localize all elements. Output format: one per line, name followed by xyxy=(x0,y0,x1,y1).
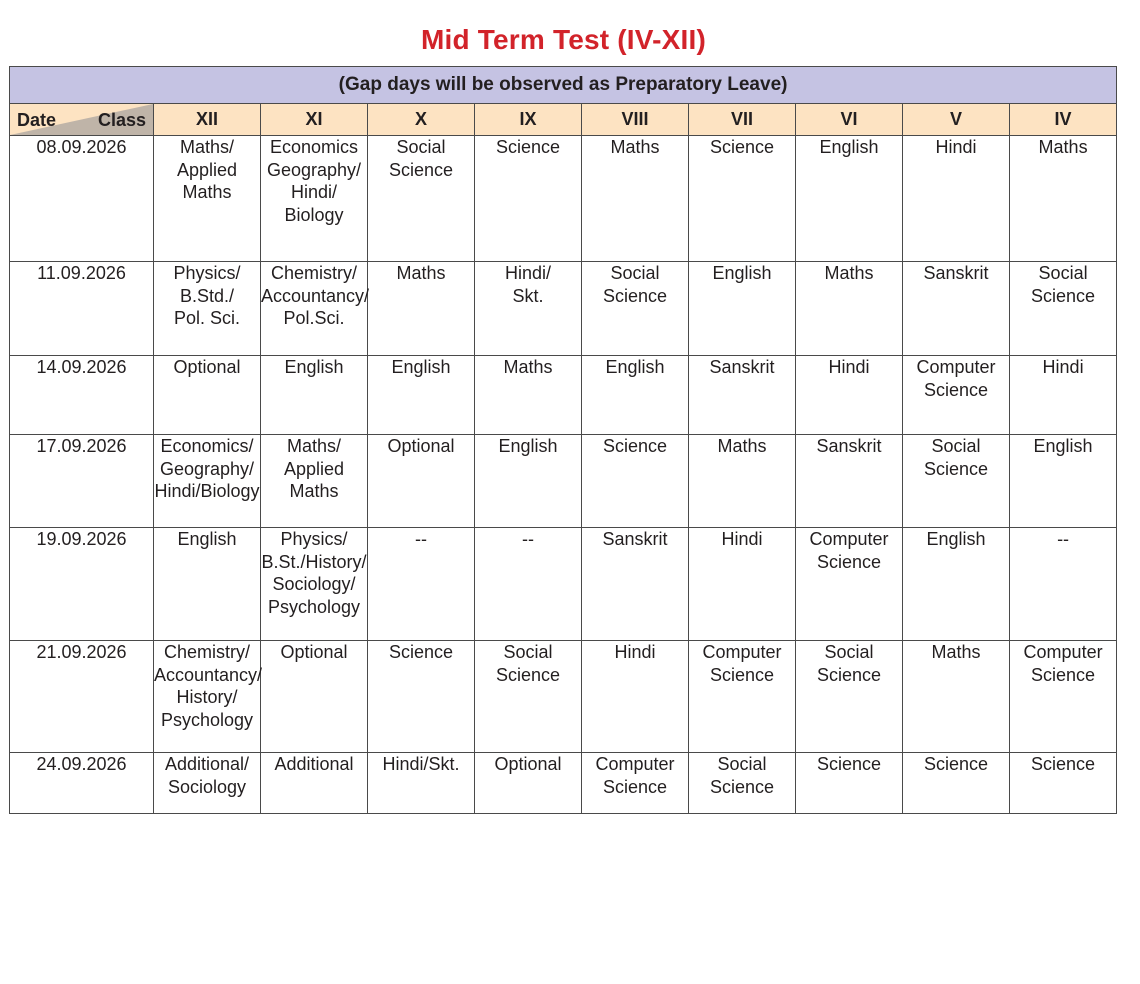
class-header-vii: VII xyxy=(689,104,796,136)
subject-cell-ix xyxy=(475,753,582,814)
subject-cell-vi xyxy=(796,136,903,262)
subject-cell-vii xyxy=(689,356,796,435)
subject-cell-iv xyxy=(1010,528,1117,641)
subject-line: Social xyxy=(717,754,767,774)
subject-line: Hindi/ xyxy=(290,182,338,202)
subject-line: -- xyxy=(1057,529,1070,549)
subject-line: B.St./History/ xyxy=(261,551,367,572)
subject-line: Computer xyxy=(916,357,996,377)
subject-line: Psychology xyxy=(160,709,254,730)
subject-line: Hindi xyxy=(1042,357,1084,377)
subject-cell-x xyxy=(368,528,475,641)
subject-cell-viii xyxy=(582,435,689,528)
subject-line: Hindi xyxy=(935,137,977,157)
subject-line: Applied xyxy=(176,159,238,180)
subject-line: Biology xyxy=(284,204,344,225)
subject-line: Science xyxy=(1031,754,1096,774)
subject-line: Sociology xyxy=(167,776,247,797)
subject-line: English xyxy=(712,263,772,283)
subject-line: English xyxy=(284,357,344,377)
class-header-viii: VIII xyxy=(582,104,689,136)
subject-line: Hindi xyxy=(721,529,763,549)
subject-line: Computer xyxy=(702,642,782,662)
subject-cell-v xyxy=(903,356,1010,435)
subject-cell-xi xyxy=(261,528,368,641)
subject-cell-x xyxy=(368,136,475,262)
header-row xyxy=(10,104,1117,136)
subject-line: Physics/ xyxy=(280,529,348,549)
subject-cell-v xyxy=(903,435,1010,528)
subject-line: Science xyxy=(388,642,454,662)
subject-cell-xii xyxy=(154,528,261,641)
subject-line: Hindi/Biology xyxy=(154,481,260,501)
subject-line: Optional xyxy=(173,357,241,377)
subject-cell-vi xyxy=(796,262,903,356)
subject-line: Physics/ xyxy=(173,263,241,283)
class-header-iv: IV xyxy=(1010,104,1117,136)
subject-line: Sanskrit xyxy=(602,529,668,549)
subject-cell-xii xyxy=(154,435,261,528)
subject-cell-xi xyxy=(261,435,368,528)
subject-cell-vi xyxy=(796,641,903,753)
subject-line: Economics/ xyxy=(160,436,254,456)
subject-line: Geography/ xyxy=(266,159,362,180)
class-header-xi: XI xyxy=(261,104,368,136)
subject-line: Pol.Sci. xyxy=(283,308,345,328)
subject-cell-vii xyxy=(689,435,796,528)
subject-line: Science xyxy=(1031,285,1096,306)
subject-line: Maths/ xyxy=(179,137,235,157)
subject-line: Hindi/Skt. xyxy=(382,754,460,774)
subject-line: Social xyxy=(610,263,660,283)
subject-cell-iv xyxy=(1010,136,1117,262)
class-header-v: V xyxy=(903,104,1010,136)
subject-line: Maths xyxy=(396,263,446,283)
subject-cell-vi xyxy=(796,753,903,814)
subject-line: Optional xyxy=(494,754,562,774)
subject-line: Maths xyxy=(610,137,660,157)
date-cell: 21.09.2026 xyxy=(10,641,154,753)
subject-line: Science xyxy=(923,754,989,774)
subject-line: Chemistry/ xyxy=(270,263,357,283)
subject-line: Social xyxy=(396,137,446,157)
table-row xyxy=(10,136,1117,262)
subject-line: Additional xyxy=(274,754,354,774)
subject-line: Economics xyxy=(269,137,359,157)
subject-line: Hindi xyxy=(614,642,656,662)
class-header-x: X xyxy=(368,104,475,136)
table-row xyxy=(10,641,1117,753)
subject-line: English xyxy=(926,529,986,549)
page-title: Mid Term Test (IV-XII) xyxy=(421,24,706,55)
subject-line: English xyxy=(605,357,665,377)
subject-cell-ix xyxy=(475,136,582,262)
subject-line: Sociology/ xyxy=(272,574,356,594)
subject-cell-x xyxy=(368,641,475,753)
subject-cell-iv xyxy=(1010,262,1117,356)
subject-line: Computer xyxy=(809,529,889,549)
class-header-vi: VI xyxy=(796,104,903,136)
subject-line: Hindi/ xyxy=(504,263,552,283)
subject-line: -- xyxy=(522,529,534,549)
subject-cell-vi xyxy=(796,528,903,641)
subject-line: Science xyxy=(495,664,561,685)
date-cell: 19.09.2026 xyxy=(10,528,154,641)
subject-line: Maths xyxy=(503,357,553,377)
subject-cell-xii xyxy=(154,136,261,262)
subject-cell-viii xyxy=(582,136,689,262)
subject-line: Maths xyxy=(717,436,767,456)
subject-line: Social xyxy=(824,642,874,662)
table-row xyxy=(10,435,1117,528)
subject-cell-xi xyxy=(261,136,368,262)
subject-cell-vii xyxy=(689,136,796,262)
subject-line: Science xyxy=(602,285,668,306)
subject-line: Maths xyxy=(289,481,339,501)
date-class-corner-cell xyxy=(10,104,154,136)
subject-cell-iv xyxy=(1010,753,1117,814)
subject-cell-xi xyxy=(261,641,368,753)
date-header-label: Date xyxy=(17,110,57,130)
class-header-ix: IX xyxy=(475,104,582,136)
subject-cell-iv xyxy=(1010,356,1117,435)
subject-line: Geography/ xyxy=(159,458,255,479)
subject-cell-vii xyxy=(689,262,796,356)
table-row xyxy=(10,528,1117,641)
subject-line: Sanskrit xyxy=(709,357,775,377)
subject-line: Science xyxy=(816,754,882,774)
subject-line: Social xyxy=(931,436,981,456)
subject-line: English xyxy=(498,436,558,456)
subject-line: Additional/ xyxy=(164,754,250,774)
subject-line: Science xyxy=(602,776,668,797)
date-cell: 11.09.2026 xyxy=(10,262,154,356)
subject-line: Science xyxy=(923,379,989,400)
subject-cell-viii xyxy=(582,528,689,641)
subject-line: English xyxy=(177,529,237,549)
subject-line: Computer xyxy=(595,754,675,774)
subject-line: Computer xyxy=(1023,642,1103,662)
date-cell: 17.09.2026 xyxy=(10,435,154,528)
subject-cell-ix xyxy=(475,528,582,641)
subject-line: Science xyxy=(709,776,775,797)
subject-line: Science xyxy=(709,664,775,685)
subject-line: Sanskrit xyxy=(923,263,989,283)
table-row xyxy=(10,262,1117,356)
subject-cell-v xyxy=(903,528,1010,641)
date-cell: 08.09.2026 xyxy=(10,136,154,262)
subject-line: Psychology xyxy=(267,596,361,617)
subject-line: Science xyxy=(495,137,561,157)
class-header-label: Class xyxy=(97,110,146,130)
subject-line: Optional xyxy=(387,436,455,456)
preparatory-leave-note: (Gap days will be observed as Preparatory Leave) xyxy=(10,67,1117,104)
date-cell: 14.09.2026 xyxy=(10,356,154,435)
subject-cell-vi xyxy=(796,356,903,435)
subject-line: Maths xyxy=(182,182,232,202)
subject-line: Science xyxy=(816,664,882,685)
subject-cell-ix xyxy=(475,641,582,753)
subject-line: Maths xyxy=(824,263,874,283)
subject-cell-xi xyxy=(261,356,368,435)
subject-line: Accountancy/ xyxy=(154,664,263,685)
subject-line: Sanskrit xyxy=(816,436,882,456)
subject-cell-vii xyxy=(689,753,796,814)
subject-cell-v xyxy=(903,262,1010,356)
subject-cell-viii xyxy=(582,641,689,753)
subject-cell-ix xyxy=(475,356,582,435)
subject-cell-x xyxy=(368,262,475,356)
subject-cell-xii xyxy=(154,262,261,356)
subject-line: B.Std./ xyxy=(179,285,235,306)
subject-line: English xyxy=(391,357,451,377)
subject-cell-xii xyxy=(154,753,261,814)
subject-line: Accountancy/ xyxy=(261,285,370,306)
subject-cell-x xyxy=(368,753,475,814)
subject-cell-ix xyxy=(475,435,582,528)
subject-line: Maths xyxy=(931,642,981,662)
subject-line: Applied xyxy=(283,458,345,479)
subject-cell-xii xyxy=(154,356,261,435)
subject-line: Science xyxy=(816,551,882,572)
subject-cell-iv xyxy=(1010,641,1117,753)
subject-line: Pol. Sci. xyxy=(173,308,241,328)
subject-line: Social xyxy=(503,642,553,662)
subject-line: Science xyxy=(388,159,454,180)
subject-line: Science xyxy=(923,458,989,479)
subject-cell-v xyxy=(903,753,1010,814)
subject-line: Science xyxy=(1031,664,1096,685)
subject-cell-vii xyxy=(689,641,796,753)
note-row xyxy=(10,67,1117,104)
class-header-xii: XII xyxy=(154,104,261,136)
subject-cell-v xyxy=(903,136,1010,262)
subject-line: Social xyxy=(1038,263,1088,283)
subject-line: Maths/ xyxy=(286,436,342,456)
subject-line: Chemistry/ xyxy=(163,642,250,662)
subject-cell-x xyxy=(368,356,475,435)
subject-cell-xi xyxy=(261,753,368,814)
subject-line: Skt. xyxy=(512,285,544,306)
subject-line: -- xyxy=(415,529,427,549)
subject-cell-ix xyxy=(475,262,582,356)
exam-timetable xyxy=(9,66,1117,814)
subject-cell-viii xyxy=(582,356,689,435)
subject-line: Optional xyxy=(280,642,348,662)
subject-cell-vi xyxy=(796,435,903,528)
table-row xyxy=(10,753,1117,814)
table-row xyxy=(10,356,1117,435)
subject-cell-viii xyxy=(582,262,689,356)
subject-line: English xyxy=(819,137,879,157)
subject-cell-xii xyxy=(154,641,261,753)
subject-cell-v xyxy=(903,641,1010,753)
subject-cell-xi xyxy=(261,262,368,356)
subject-line: Hindi xyxy=(828,357,870,377)
date-cell: 24.09.2026 xyxy=(10,753,154,814)
subject-cell-iv xyxy=(1010,435,1117,528)
subject-line: Science xyxy=(709,137,775,157)
subject-line: English xyxy=(1033,436,1093,456)
subject-cell-viii xyxy=(582,753,689,814)
subject-line: History/ xyxy=(176,687,238,707)
subject-line: Science xyxy=(602,436,668,456)
subject-line: Maths xyxy=(1038,137,1088,157)
subject-cell-vii xyxy=(689,528,796,641)
subject-cell-x xyxy=(368,435,475,528)
